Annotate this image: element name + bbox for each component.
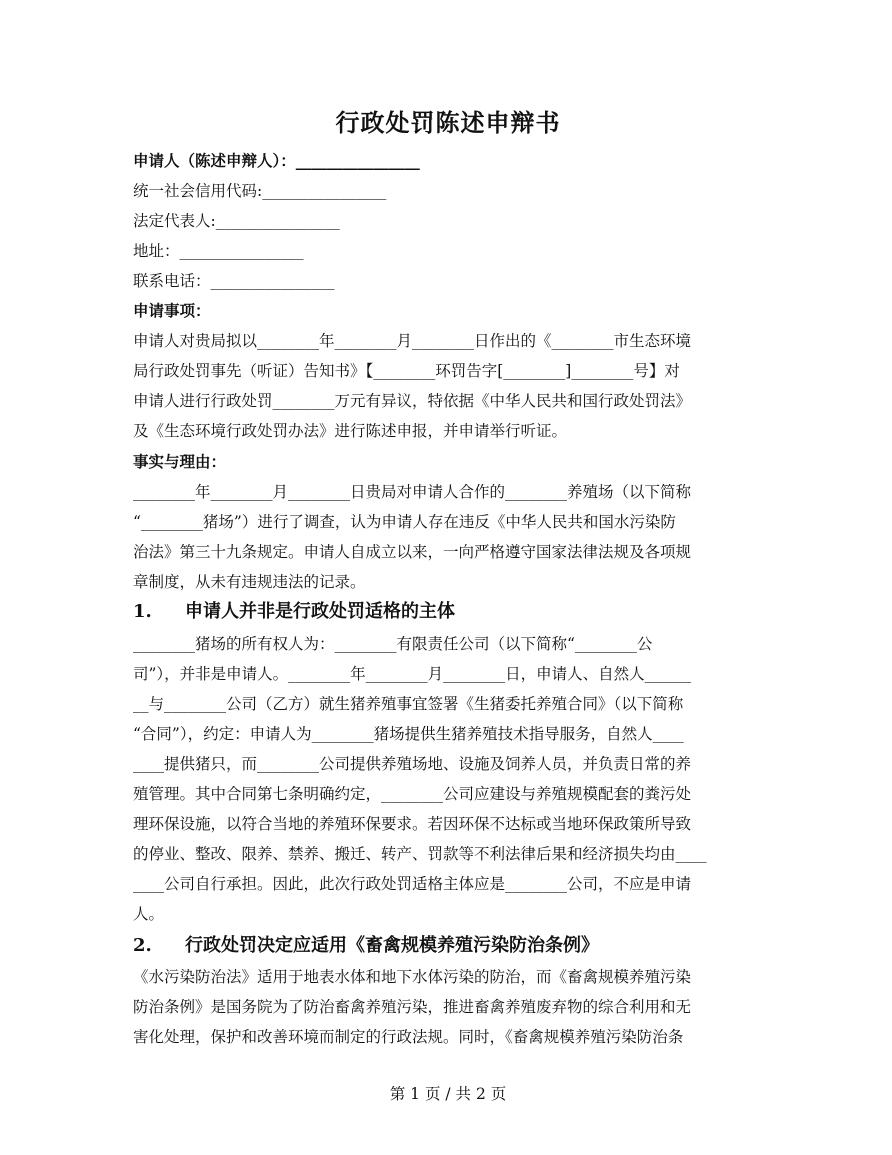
facts-line: 章制度，从未有违规违法的记录。 xyxy=(133,573,366,591)
application-heading: 申请事项： xyxy=(133,301,211,320)
page-footer: 第 1 页 / 共 2 页 xyxy=(389,1085,507,1103)
section-1-line: ________猪场的所有权人为：________有限责任公司（以下简称“________公 xyxy=(133,635,653,653)
section-1-line: ____公司自行承担。因此，此次行政处罚适格主体应是________公司，不应是申请 xyxy=(133,875,692,893)
application-line: 及《生态环境行政处罚办法》进行陈述申报，并申请举行听证。 xyxy=(133,422,568,440)
section-1-line: ____提供猪只，而________公司提供养殖场地、设施及饲养人员，并负责日常的养 xyxy=(133,755,692,773)
applicant-field: 申请人（陈述申辩人）：________________ xyxy=(133,151,420,170)
section-2-line: 《水污染防治法》适用于地表水体和地下水体污染的防治，而《畜禽规模养殖污染 xyxy=(133,968,692,986)
section-1-line: __与________公司（乙方）就生猪养殖事宜签署《生猪委托养殖合同》（以下简称 xyxy=(133,695,684,713)
facts-line: 治法》第三十九条规定。申请人自成立以来，一向严格遵守国家法律法规及各项规 xyxy=(133,543,692,561)
section-1-heading xyxy=(133,600,773,624)
application-line: 局行政处罚事先（听证）告知书》【________环罚告字[________]________号】对 xyxy=(133,362,680,380)
application-line: 申请人进行行政处罚________万元有异议，特依据《中华人民共和国行政处罚法》 xyxy=(133,392,692,410)
legal-rep-field: 法定代表人:________________ xyxy=(133,212,340,230)
facts-line: “________猪场”）进行了调查，认为申请人存在违反《中华人民共和国水污染防 xyxy=(133,513,676,531)
facts-heading: 事实与理由： xyxy=(133,452,227,471)
section-1-line: 理环保设施，以符合当地的养殖环保要求。若因环保不达标或当地环保政策所导致 xyxy=(133,815,692,833)
section-1-line: 司”），并非是申请人。________年________月________日，申请人、自然人______ xyxy=(133,665,692,683)
section-2-title: 行政处罚决定应适用《畜禽规模养殖污染防治条例》 xyxy=(185,935,599,956)
application-line: 申请人对贵局拟以________年________月________日作出的《________市生态环境 xyxy=(133,332,692,350)
address-field: 地址：________________ xyxy=(133,242,304,260)
document-title: 行政处罚陈述申辩书 xyxy=(335,108,561,137)
credit-code-field: 统一社会信用代码:________________ xyxy=(133,182,387,200)
phone-field: 联系电话：________________ xyxy=(133,272,335,290)
section-1-line: 人。 xyxy=(133,905,165,923)
section-2-number: 2. xyxy=(133,935,152,956)
facts-line: ________年________月________日贵局对申请人合作的________养殖场（以下简称 xyxy=(133,483,692,501)
section-1-title: 申请人并非是行政处罚适格的主体 xyxy=(185,601,455,622)
section-1-line: 殖管理。其中合同第七条明确约定，________公司应建设与养殖规模配套的粪污处 xyxy=(133,785,692,803)
section-2-line: 防治条例》是国务院为了防治畜禽养殖污染，推进畜禽养殖废弃物的综合利用和无 xyxy=(133,998,692,1016)
section-1-line: “合同”），约定：申请人为________猪场提供生猪养殖技术指导服务，自然人____ xyxy=(133,725,684,743)
section-1-line: 的停业、整改、限养、禁养、搬迁、转产、罚款等不利法律后果和经济损失均由____ xyxy=(133,845,707,863)
section-2-heading xyxy=(133,934,773,958)
section-1-number: 1. xyxy=(133,601,152,622)
section-2-line: 害化处理，保护和改善环境而制定的行政法规。同时，《畜禽规模养殖污染防治条 xyxy=(133,1028,684,1046)
